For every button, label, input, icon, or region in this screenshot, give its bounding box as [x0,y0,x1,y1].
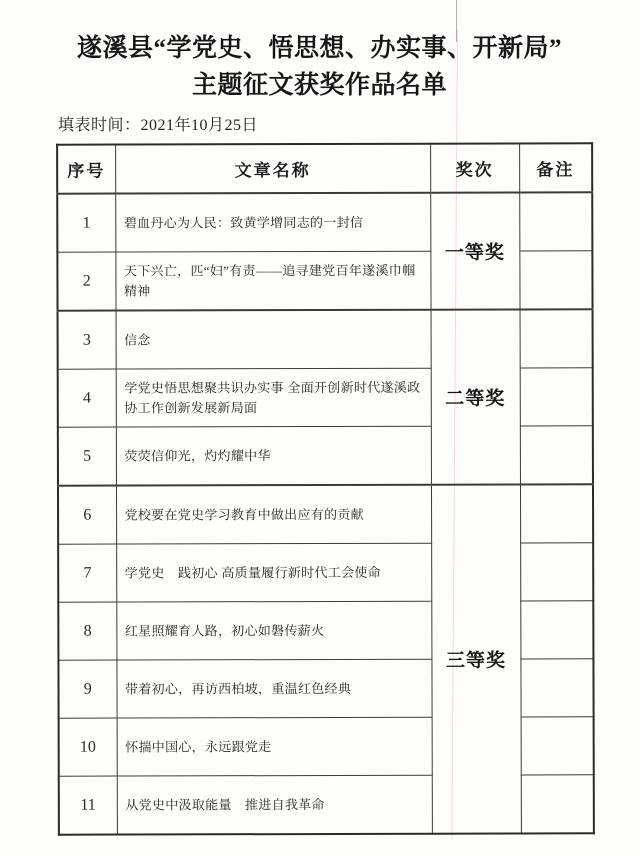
row-index-cell: 1 [57,194,115,253]
award-level-cell: 三等奖 [431,484,521,833]
document-title [0,30,639,104]
article-title-cell: 怀揣中国心，永远跟党走 [117,717,432,776]
article-title-cell: 学党史 践初心 高质量履行新时代工会使命 [116,543,431,602]
article-title-cell: 学党史悟思想聚共识办实事 全面开创新时代遂溪政协工作创新发展新局面 [116,368,431,427]
article-title-cell: 从党史中汲取能量 推进自我革命 [117,775,432,834]
remark-cell [520,484,593,543]
header-award-level: 奖次 [430,143,519,192]
header-article-name: 文章名称 [115,144,430,194]
form-date-line: 填表时间：2021年10月25日 [58,117,259,134]
row-index-cell: 10 [59,718,117,776]
article-title-cell: 党校要在党史学习教育中做出应有的贡献 [116,485,431,544]
table-body [57,192,594,834]
row-index-cell: 7 [58,544,116,602]
award-level-cell: 二等奖 [431,309,520,484]
row-index-cell: 8 [58,602,116,660]
remark-cell [520,543,593,601]
row-index-cell: 2 [57,252,115,311]
article-title-cell: 信念 [116,310,431,369]
document-title-line2: 主题征文获奖作品名单 [191,72,447,99]
award-level-cell: 一等奖 [430,192,519,309]
row-index-cell: 4 [58,369,116,427]
row-index-cell: 11 [59,776,117,835]
document-title-line1: 遂溪县“学党史、悟思想、办实事、开新局” [76,35,562,62]
table-row [57,192,592,252]
remark-cell [519,251,592,310]
article-title-cell: 红星照耀育人路，初心如磐传薪火 [116,601,431,660]
article-title-cell: 碧血丹心为人民：致黄学增同志的一封信 [115,193,430,252]
row-index-cell: 5 [58,427,116,486]
row-index-cell: 6 [58,486,116,545]
remark-cell [520,659,593,717]
table-row [58,484,593,544]
remark-cell [521,775,594,834]
remark-cell [520,309,593,368]
remark-cell [519,192,592,251]
remark-cell [520,601,593,659]
row-index-cell: 9 [58,660,116,718]
article-title-cell: 带着初心，再访西柏坡，重温红色经典 [116,659,431,718]
table-row [58,309,593,369]
row-index-cell: 3 [58,311,116,370]
article-title-cell: 天下兴亡，匹“妇”有责——追寻建党百年遂溪巾帼精神 [115,251,430,310]
table-header-row [57,143,592,193]
header-remark: 备注 [519,143,592,192]
header-index: 序号 [57,145,115,194]
article-title-cell: 荧荧信仰光，灼灼耀中华 [116,426,431,485]
award-list-table [56,142,595,835]
remark-cell [521,717,594,775]
remark-cell [520,368,593,426]
remark-cell [520,426,593,485]
